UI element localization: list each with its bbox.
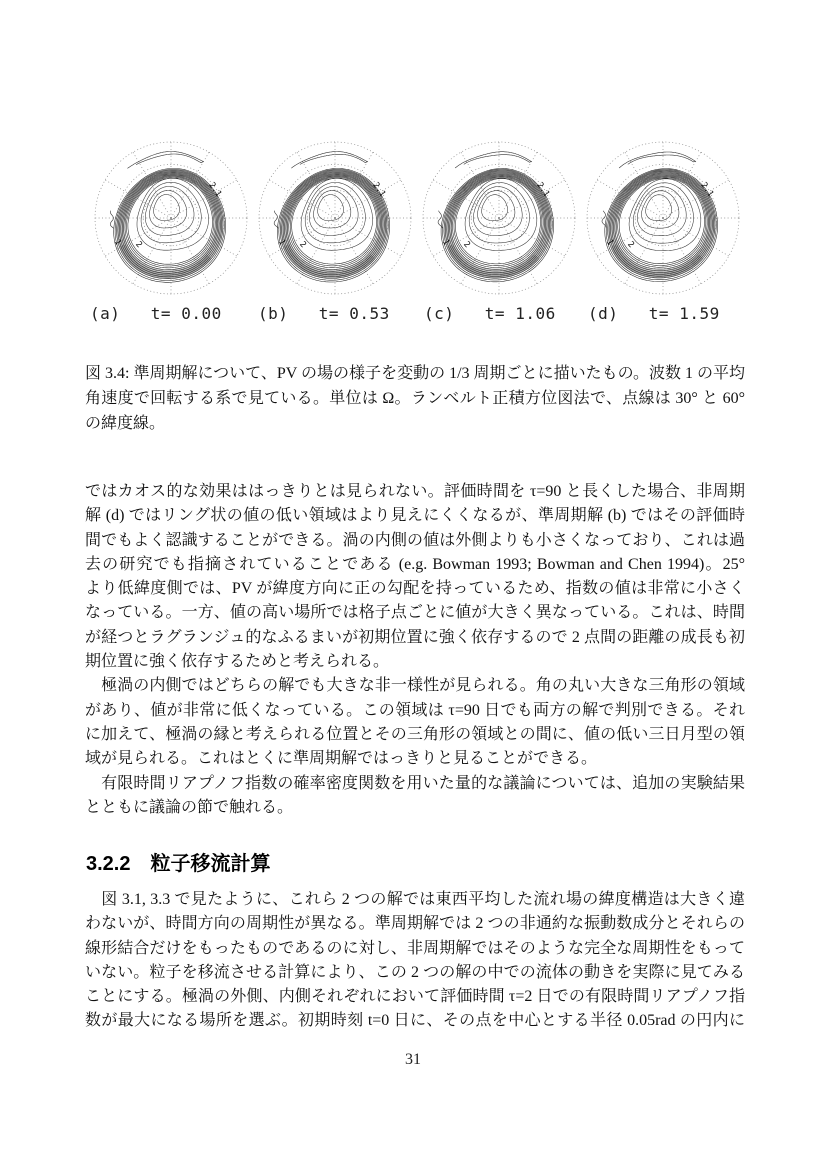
body-text-block-1 [85,480,745,820]
section-heading [86,847,270,876]
figure-3-4 [88,135,744,301]
text-line: 間でもよく認識することができる。渦の内側の値は外側よりも小さくなっており、これは過 [85,531,745,549]
caption-line: の緯度線。 [85,415,166,432]
contour-panel-a [88,135,252,301]
panel-label-a: (a) t= 0.00 [90,304,222,323]
section-number: 3.2.2 [86,853,131,875]
contour-value-label: 2 [297,239,309,251]
contour-panel-b [252,135,416,301]
contour-value-label: 1 [275,237,288,248]
contour-value-label: 2 [461,239,473,251]
text-line: 極渦の内側ではどちらの解でも大きな非一様性が見られる。角の丸い大きな三角形の領域 [85,677,745,695]
text-line: 域が見られる。これはとくに準周期解ではっきりと見ることができる。 [85,750,598,768]
text-line: 数が最大になる場所を選ぶ。初期時刻 t=0 日に、その点を中心とする半径 0.05rad の円内に [85,1012,745,1030]
contour-panel-c [416,135,580,301]
figure-caption [85,361,745,436]
text-line: 期位置に強く依存するためと考えられる。 [85,653,390,671]
contour-value-label: 1 [439,237,452,248]
text-line: 解 (d) ではリング状の値の低い領域はより見えにくくなるが、準周期解 (b) ではその評価時 [85,507,745,525]
contour-value-label: 1 [111,237,124,248]
panel-label-b: (b) t= 0.53 [258,304,390,323]
contour-value-label: 2 [625,239,637,251]
text-line: いない。粒子を移流させる計算により、この 2 つの解の中での流体の動きを実際に見てみる [85,963,745,981]
text-line: なっている。一方、値の高い場所では格子点ごとに値が大きく異なっている。これは、時間 [85,604,745,622]
contour-panel-d [580,135,744,301]
text-line: 有限時間リアプノフ指数の確率密度関数を用いた量的な議論については、追加の実験結果 [85,774,745,792]
contour-value-label: 2.1 [206,180,224,199]
text-line: とともに議論の節で触れる。 [85,798,294,816]
text-line: ではカオス的な効果ははっきりとは見られない。評価時間を τ=90 と長くした場合、非周期 [85,483,745,500]
text-line: より低緯度側では、PV が緯度方向に正の勾配を持っているため、指数の値は非常に小さく [85,580,745,598]
caption-line: 図 3.4: 準周期解について、PV の場の様子を変動の 1/3 周期ごとに描いたもの。波数 1 の平均 [85,365,745,382]
text-line: が経つとラグランジュ的なふるまいが初期位置に強く依存するので 2 点間の距離の成長も初 [85,628,745,646]
page-number: 31 [405,1051,421,1068]
body-text-block-2 [85,888,745,1034]
text-line: ことにする。極渦の外側、内側それぞれにおいて評価時間 τ=2 日での有限時間リアプノフ指 [85,988,745,1006]
section-title: 粒子移流計算 [150,853,271,875]
text-line: 線形結合だけをもったものであるのに対し、非周期解ではそのような完全な周期性をもって [85,939,745,957]
contour-value-label: 2 [133,239,145,251]
text-line: わないが、時間方向の周期性が異なる。準周期解では 2 つの非通約な振動数成分とそれらの [85,915,745,933]
panel-label-c: (c) t= 1.06 [424,304,556,323]
contour-value-label: 2.1 [698,180,716,199]
text-line: があり、値が非常に低くなっている。この領域は τ=90 日でも両方の解で判別できる。それ [85,701,745,719]
panel-label-d: (d) t= 1.59 [588,304,720,323]
contour-value-label: 2.1 [534,180,552,199]
caption-line: 角速度で回転する系で見ている。単位は Ω。ランベルト正積方位図法で、点線は 30° と 60° [85,390,745,407]
text-line: 図 3.1, 3.3 で見たように、これら 2 つの解では東西平均した流れ場の緯度構造は大きく違 [85,891,745,908]
contour-value-label: 1 [603,237,616,248]
text-line: に加えて、極渦の縁と考えられる位置とその三角形の領域との間に、値の低い三日月型の領 [85,725,745,743]
text-line: 去の研究でも指摘されていることである (e.g. Bowman 1993; Bowman and Chen 1994)。25° [85,555,745,573]
contour-value-label: 2.1 [370,180,388,199]
